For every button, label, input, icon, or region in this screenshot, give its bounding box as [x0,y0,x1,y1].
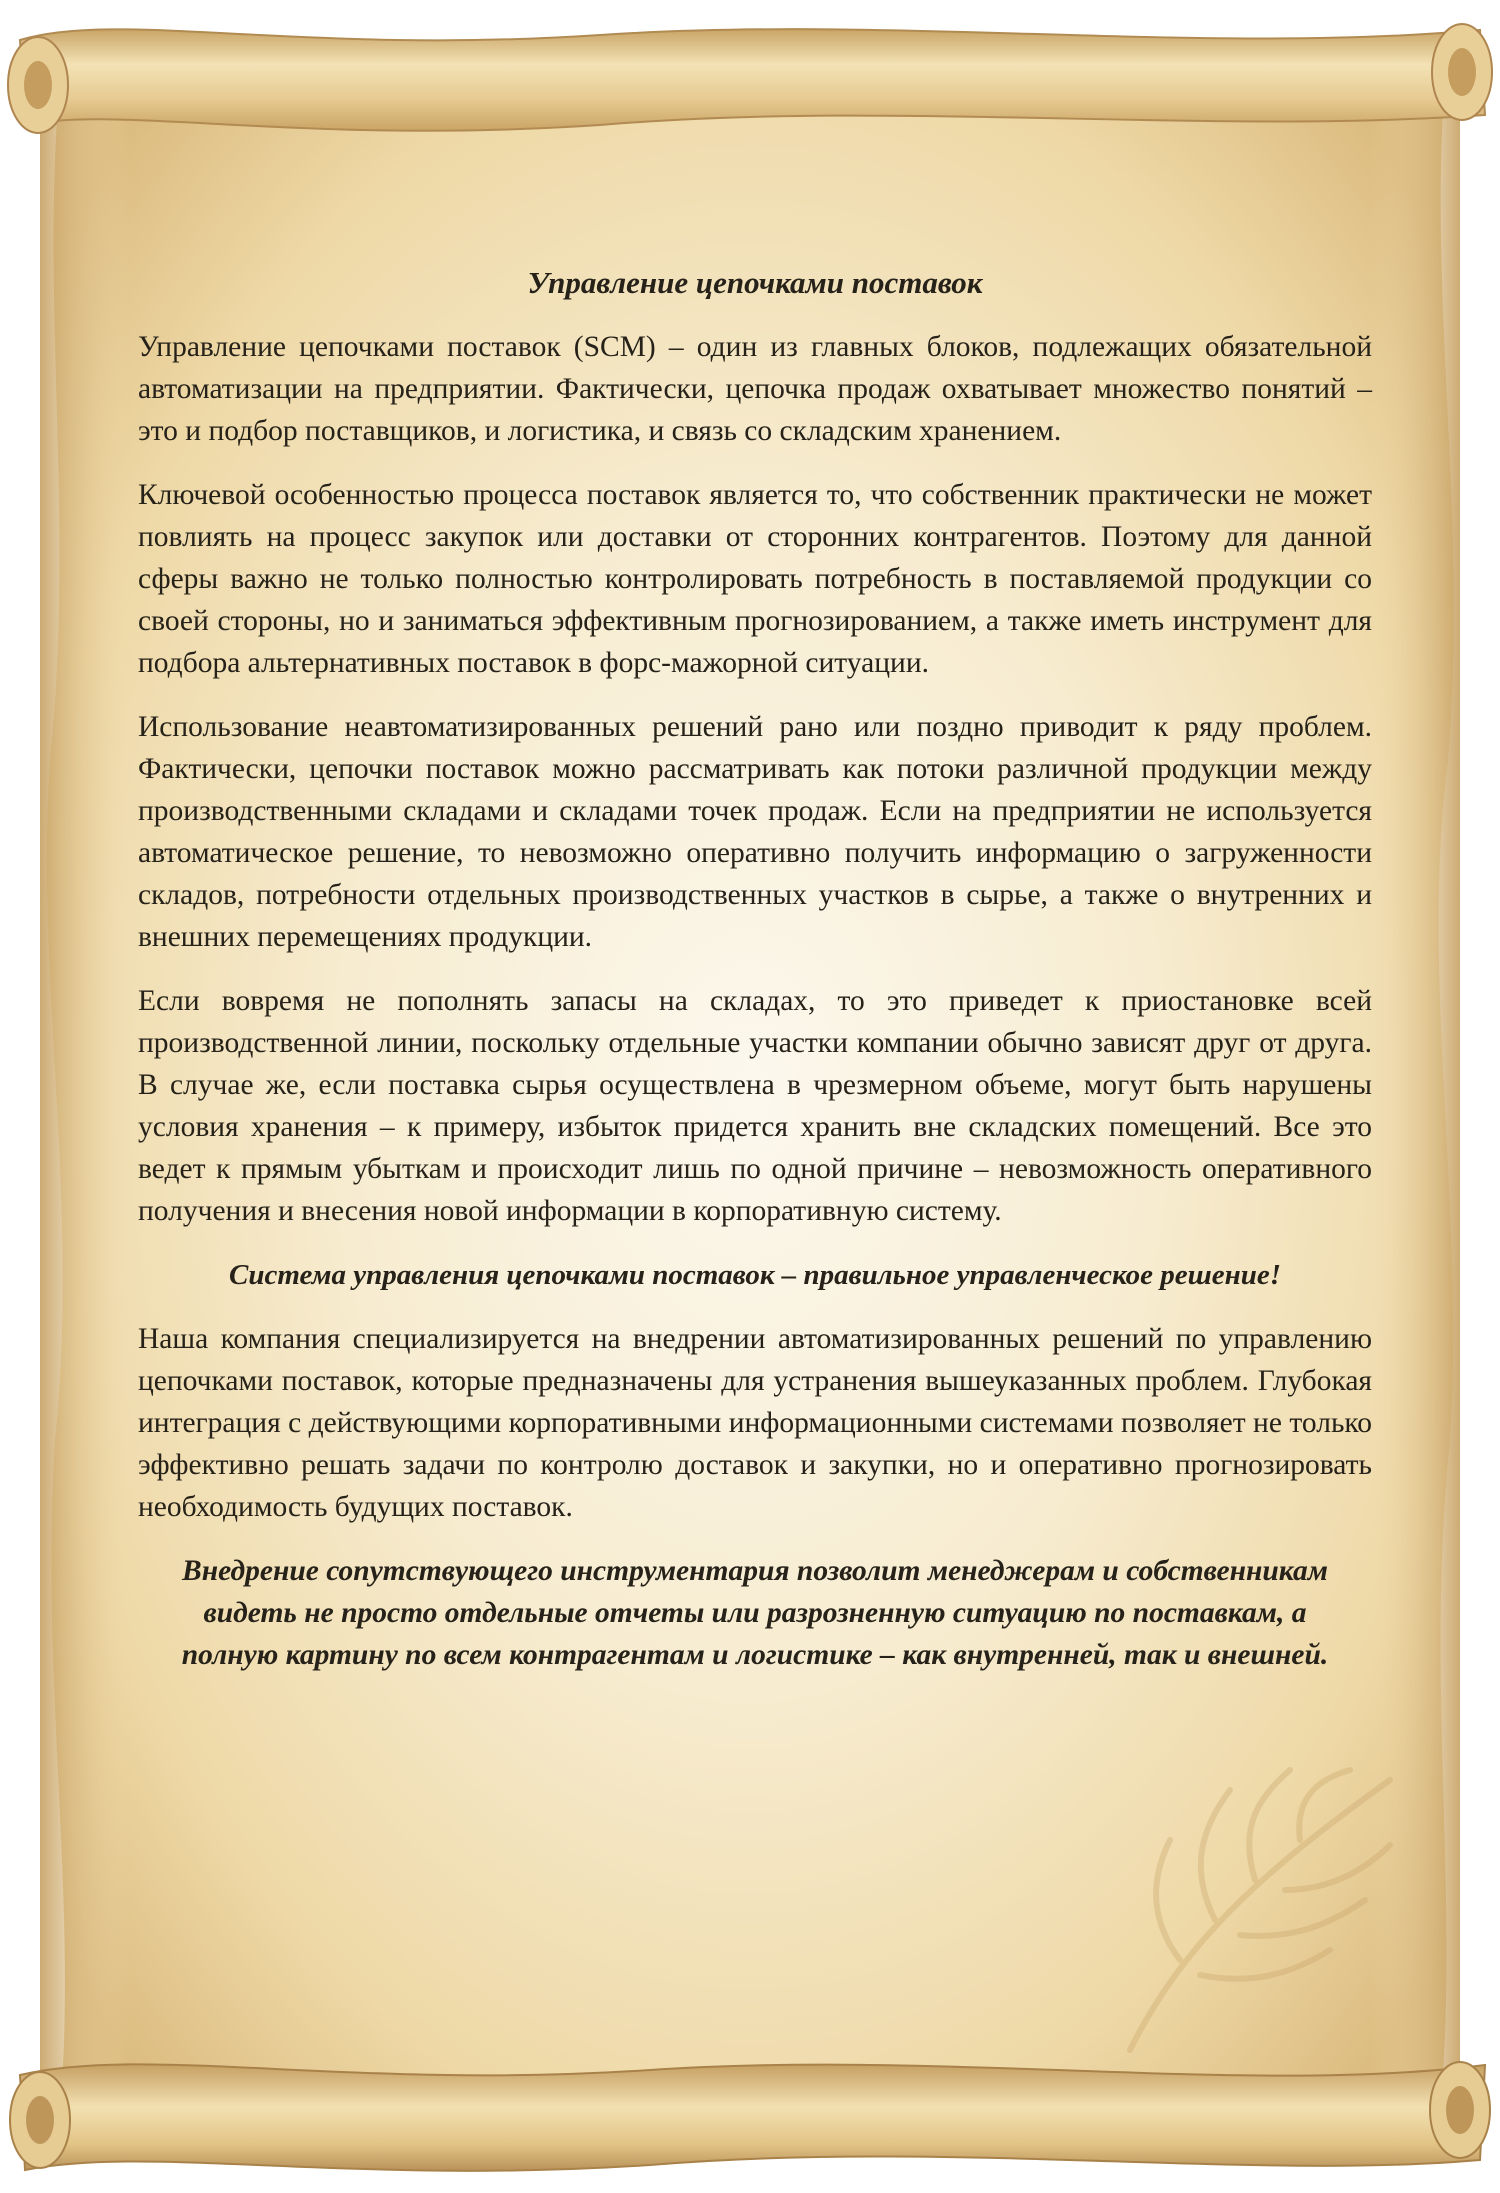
document-title: Управление цепочками поставок [527,265,983,300]
paragraph-stock-replenishment: Если вовремя не пополнять запасы на складах, то это приведет к приостановке всей производственной линии, поскольку отдельные участки компании обычно зависят друг от друга. В случае же, если поставка сырья осуществлена в чрезмерном объеме, могут быть нарушены условия хранения – к примеру, избыток придется хранить вне складских помещений. Все это ведет к прямым убыткам и происходит лишь по одной причине – невозможность оперативного получения и внесения новой информации в корпоративную систему. [138,985,1372,1227]
paragraph-non-automated: Использование неавтоматизированных решений рано или поздно приводит к ряду проблем. Фактически, цепочки поставок можно рассматривать как потоки различной продукции между производственными складами и складами точек продаж. Если на предприятии не используется автоматическое решение, то невозможно оперативно получить информацию о загруженности складов, потребности отдельных производственных участков в сырье, а также о внутренних и внешних перемещениях продукции. [138,711,1372,953]
paragraph-scm-intro: Управление цепочками поставок (SCM) – один из главных блоков, подлежащих обязательной автоматизации на предприятии. Фактически, цепочка продаж охватывает множество понятий – это и подбор поставщиков, и логистика, и связь со складским хранением. [138,331,1372,447]
top-roll [20,29,1485,131]
bottom-roll [20,2064,1485,2170]
document-body [138,248,1372,1676]
closing-statement: Внедрение сопутствующего инструментария позволит менеджерам и собственникам видеть не просто отдельные отчеты или разрозненную ситуацию по поставкам, а полную картину по всем контрагентам и логистике – как внутренней, так и внешней. [181,1555,1329,1671]
slogan: Система управления цепочками поставок – правильное управленческое решение! [228,1259,1282,1291]
paragraph-company: Наша компания специализируется на внедрении автоматизированных решений по управлению цепочками поставок, которые предназначены для устранения вышеуказанных проблем. Глубокая интеграция с действующими корпоративными информационными системами позволяет не только эффективно решать задачи по контролю доставок и закупки, но и оперативно прогнозировать необходимость будущих поставок. [138,1323,1372,1523]
paragraph-key-feature: Ключевой особенностью процесса поставок является то, что собственник практически не может повлиять на процесс закупок или доставки от сторонних контрагентов. Поэтому для данной сферы важно не только полностью контролировать потребность в поставляемой продукции со своей стороны, но и заниматься эффективным прогнозированием, а также иметь инструмент для подбора альтернативных поставок в форс-мажорной ситуации. [138,479,1372,679]
